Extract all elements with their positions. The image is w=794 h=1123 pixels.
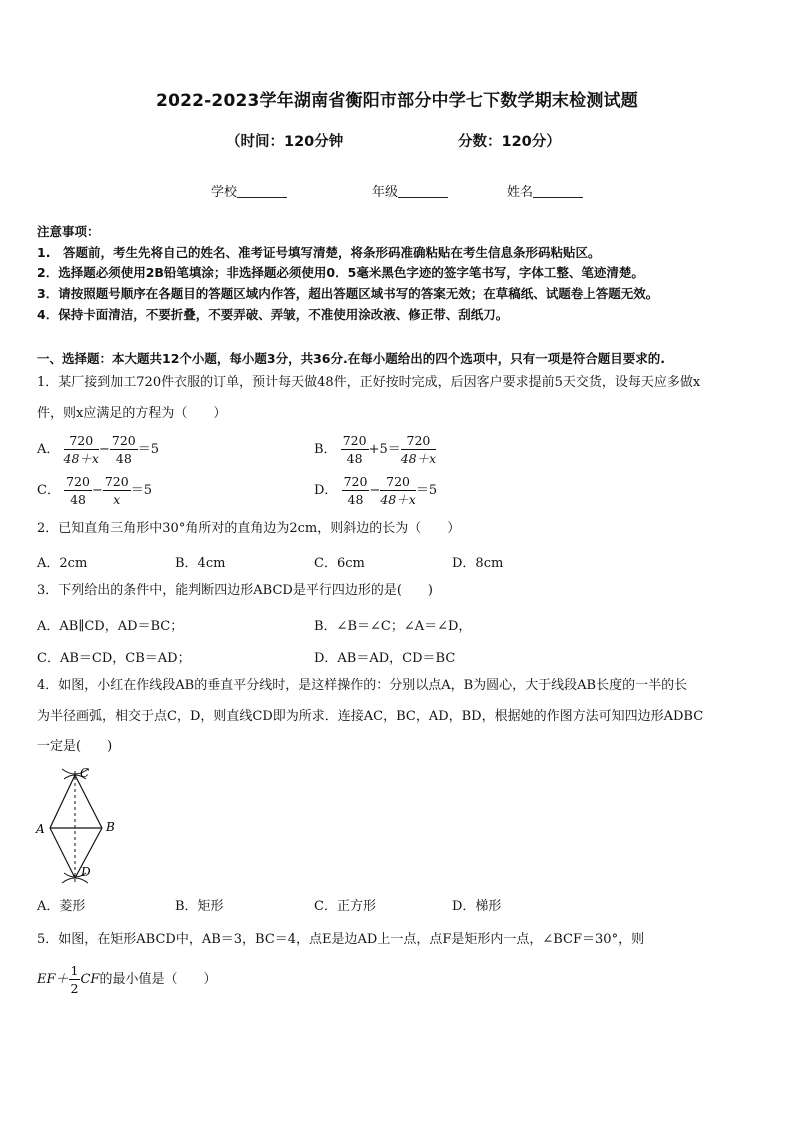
numerator: 720	[343, 474, 368, 489]
q1-option-d[interactable]	[314, 473, 437, 508]
numerator: 720	[380, 473, 415, 491]
name-field	[507, 181, 583, 200]
q1-option-b[interactable]	[314, 432, 436, 467]
grade-field	[372, 181, 448, 200]
grade-blank	[398, 184, 448, 198]
school-field	[211, 181, 287, 200]
numerator: 720	[401, 432, 436, 450]
label-a: A	[36, 822, 45, 836]
fraction	[380, 473, 415, 508]
q5-line2	[37, 962, 216, 997]
q2-option-c[interactable]: C．6cm	[314, 556, 365, 571]
q3-option-b[interactable]: B．∠B＝∠C；∠A＝∠D，	[314, 619, 472, 634]
numerator: 720	[104, 474, 129, 489]
minus-sign: −	[99, 442, 110, 457]
exam-title: 2022-2023学年湖南省衡阳市部分中学七下数学期末检测试题	[156, 91, 638, 111]
school-blank	[237, 184, 287, 198]
denominator: 48	[70, 492, 86, 507]
notice-item-4: 4．保持卡面清洁，不要折叠，不要弄破、弄皱，不准使用涂改液、修正带、刮纸刀。	[37, 307, 509, 322]
q2-option-a[interactable]: A．2cm	[37, 556, 88, 571]
fraction	[401, 432, 436, 467]
denominator: 48＋x	[380, 492, 416, 507]
notice-heading: 注意事项：	[37, 224, 100, 239]
label-b: B	[106, 820, 115, 834]
denominator: x	[113, 492, 121, 507]
minus-sign: −	[369, 483, 381, 498]
denominator: 48	[115, 451, 132, 466]
q3-option-c[interactable]: C．AB＝CD，CB＝AD；	[37, 651, 191, 666]
q5-ef-term: EF＋	[37, 972, 69, 987]
label-d: D	[81, 865, 91, 879]
q1-stem-line2: 件，则x应满足的方程为（ ）	[37, 406, 227, 421]
q3-stem: 3．下列给出的条件中，能判断四边形ABCD是平行四边形的是( )	[37, 583, 433, 598]
section-heading: 一、选择题：本大题共12个小题，每小题3分，共36分.在每小题给出的四个选项中，只有一项是符合题目要求的.	[37, 351, 665, 366]
grade-label: 年级	[372, 185, 399, 200]
notice-item-2: 2．选择题必须使用2B铅笔填涂；非选择题必须使用0．5毫米黑色字迹的签字笔书写，字体工整、笔迹清楚。	[37, 265, 644, 280]
segment-ad	[50, 828, 75, 878]
equals-5: ＝5	[137, 442, 160, 457]
equals-5: ＝5	[415, 483, 438, 498]
denominator: 48	[346, 451, 363, 466]
q3-option-d[interactable]: D．AB＝AD，CD＝BC	[314, 651, 456, 666]
fraction	[64, 473, 92, 508]
q4-figure-rhombus	[30, 763, 130, 888]
label-c: C	[80, 766, 90, 780]
q5-tail: 的最小值是（ ）	[99, 972, 217, 987]
q4-option-a[interactable]: A．菱形	[37, 899, 86, 914]
q3-option-a[interactable]: A．AB∥CD，AD＝BC；	[37, 619, 184, 634]
numerator: 1	[70, 963, 79, 978]
q4-line3: 一定是( )	[37, 739, 113, 754]
q1-label-b: B．	[314, 442, 337, 457]
notice-item-3: 3．请按照题号顺序在各题目的答题区域内作答，超出答题区域书写的答案无效；在草稿纸、试题卷上答题无效。	[37, 286, 659, 301]
denominator: 48	[347, 492, 364, 507]
q1-option-c[interactable]	[37, 473, 152, 508]
name-blank	[533, 184, 583, 198]
q4-option-c[interactable]: C．正方形	[314, 899, 376, 914]
fraction	[64, 432, 99, 467]
denominator: 48＋x	[400, 451, 437, 466]
notice-item-1: 1. 答题前，考生先将自己的姓名、准考证号填写清楚，将条形码准确粘贴在考生信息条形码粘贴区。	[37, 245, 601, 260]
fraction	[103, 473, 131, 508]
q4-line2: 为半径画弧，相交于点C，D，则直线CD即为所求．连接AC，BC，AD，BD，根据她的作图方法可知四边形ADBC	[37, 709, 704, 724]
q1-option-a[interactable]	[37, 432, 159, 467]
numerator: 720	[342, 433, 367, 448]
fraction	[110, 432, 138, 467]
fraction-one-half	[69, 962, 81, 997]
q1-label-a: A．	[37, 442, 60, 457]
q4-option-d[interactable]: D．梯形	[452, 899, 502, 914]
fraction	[341, 432, 369, 467]
q2-stem: 2．已知直角三角形中30°角所对的直角边为2cm，则斜边的长为（ ）	[37, 521, 461, 536]
minus-sign: −	[91, 483, 103, 498]
q4-option-b[interactable]: B．矩形	[175, 899, 224, 914]
equals-5: ＝5	[130, 483, 152, 498]
q5-cf-term: CF	[80, 972, 100, 987]
school-label: 学校	[211, 185, 238, 200]
exam-time: （时间：120分钟	[226, 134, 344, 150]
q2-option-b[interactable]: B．4cm	[175, 556, 226, 571]
numerator: 720	[64, 432, 99, 450]
q1-stem-line1: 1．某厂接到加工720件衣服的订单，预计每天做48件，正好按时完成，后因客户要求提前5天交货，设每天应多做x	[37, 375, 701, 390]
segment-cb	[75, 775, 102, 828]
segment-ca	[50, 775, 75, 828]
plus-5-equals: +5＝	[368, 442, 401, 457]
exam-score: 分数：120分）	[458, 134, 561, 150]
numerator: 720	[66, 474, 90, 489]
q4-line1: 4．如图，小红在作线段AB的垂直平分线时，是这样操作的：分别以点A，B为圆心，大于线段AB长度的一半的长	[37, 678, 688, 693]
numerator: 720	[111, 433, 136, 448]
q2-option-d[interactable]: D．8cm	[452, 556, 504, 571]
q1-label-c: C．	[37, 483, 60, 498]
fraction	[342, 473, 370, 508]
q1-label-d: D．	[314, 483, 338, 498]
q5-line1: 5．如图，在矩形ABCD中，AB＝3，BC＝4，点E是边AD上一点，点F是矩形内一点，∠BCF＝30°，则	[37, 932, 645, 947]
denominator: 2	[70, 981, 79, 996]
denominator: 48＋x	[63, 451, 99, 466]
name-label: 姓名	[507, 185, 534, 200]
